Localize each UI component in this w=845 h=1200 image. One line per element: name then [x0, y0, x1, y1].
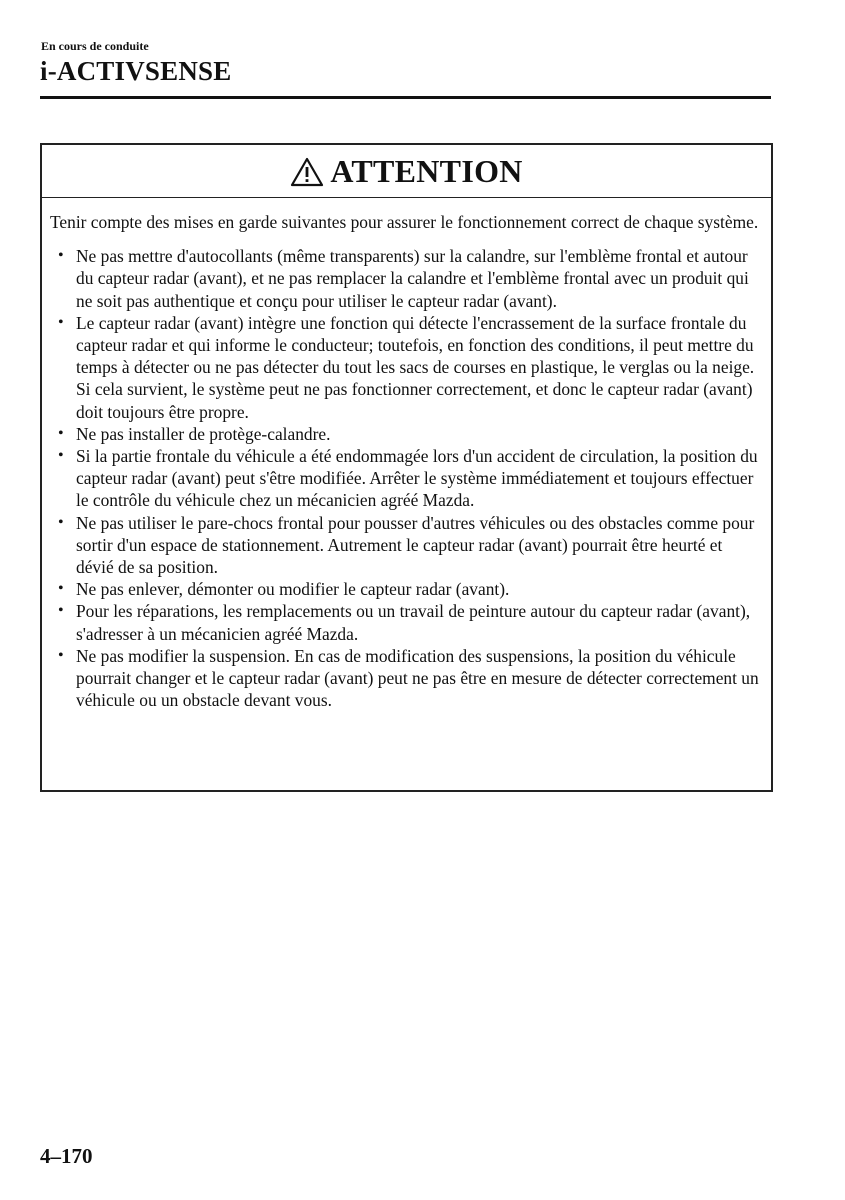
warning-header: [42, 145, 771, 198]
warning-item-text: Pour les réparations, les remplacements ou un travail de peinture autour du capteur radar (avant), s'adresser à un mécanicien agréé Mazda.: [76, 601, 751, 644]
warning-item-text: Ne pas modifier la suspension. En cas de modification des suspensions, la position du véhicule pourrait changer et le capteur radar (avant) peut ne pas être en mesure de détecter correctement un véhicule ou un obstacle devant vous.: [76, 645, 759, 711]
page-number: 4–170: [40, 1144, 93, 1168]
warning-item: [50, 512, 763, 579]
warning-item-text: Le capteur radar (avant) intègre une fonction qui détecte l'encrassement de la surface frontale du capteur radar et qui informe le conducteur; toutefois, en fonction des conditions, il peut mettre du temps à détecter ou ne pas détecter du tout les sacs de courses en plastique, le verglas ou la neige. Si cela survient, le système peut ne pas fonctionner correctement, et donc le capteur radar (avant) doit toujours être propre.: [76, 312, 755, 422]
bullet: •: [58, 513, 64, 531]
warning-item: [50, 645, 763, 712]
bullet: •: [58, 602, 64, 620]
warning-box: [40, 143, 773, 792]
bullet: •: [58, 447, 64, 465]
warning-item-text: Ne pas mettre d'autocollants (même transparents) sur la calandre, sur l'emblème frontal et autour du capteur radar (avant), et ne pas remplacer la calandre et l'emblème frontal avec un produit qui ne soit pas authentique et conçu pour utiliser le capteur radar (avant).: [76, 246, 749, 311]
bullet: •: [58, 313, 64, 331]
warning-triangle-icon: [290, 157, 324, 187]
warning-item: [50, 245, 763, 312]
bullet: •: [58, 580, 64, 598]
warning-item: [50, 445, 763, 512]
warning-item: [50, 600, 763, 644]
warning-body: [42, 198, 771, 711]
warning-item-text: Si la partie frontale du véhicule a été endommagée lors d'un accident de circulation, la position du capteur radar (avant) peut s'être modifiée. Arrêter le système immédiatement et toujours effectuer le contrôle du véhicule chez un mécanicien agréé Mazda.: [76, 446, 758, 511]
warning-item-text: Ne pas installer de protège-calandre.: [76, 423, 331, 444]
bullet: •: [58, 247, 64, 265]
warning-title: ATTENTION: [330, 153, 523, 189]
warning-item-text: Ne pas utiliser le pare-chocs frontal pour pousser d'autres véhicules ou des obstacles comme pour sortir d'un espace de stationnement. Autrement le capteur radar (avant) pourrait être heurté et dévié de sa position.: [76, 512, 755, 578]
chapter-title: i-ACTIVSENSE: [40, 56, 232, 86]
warning-list: [50, 245, 763, 711]
warning-intro: Tenir compte des mises en garde suivantes pour assurer le fonctionnement correct de chaque système.: [50, 212, 759, 232]
header-rule: [40, 96, 771, 99]
warning-item: [50, 423, 763, 445]
bullet: •: [58, 646, 64, 664]
warning-item-text: Ne pas enlever, démonter ou modifier le capteur radar (avant).: [76, 579, 510, 600]
bullet: •: [58, 424, 64, 442]
warning-item: [50, 578, 763, 600]
warning-item: [50, 312, 763, 423]
section-label: En cours de conduite: [41, 39, 149, 53]
